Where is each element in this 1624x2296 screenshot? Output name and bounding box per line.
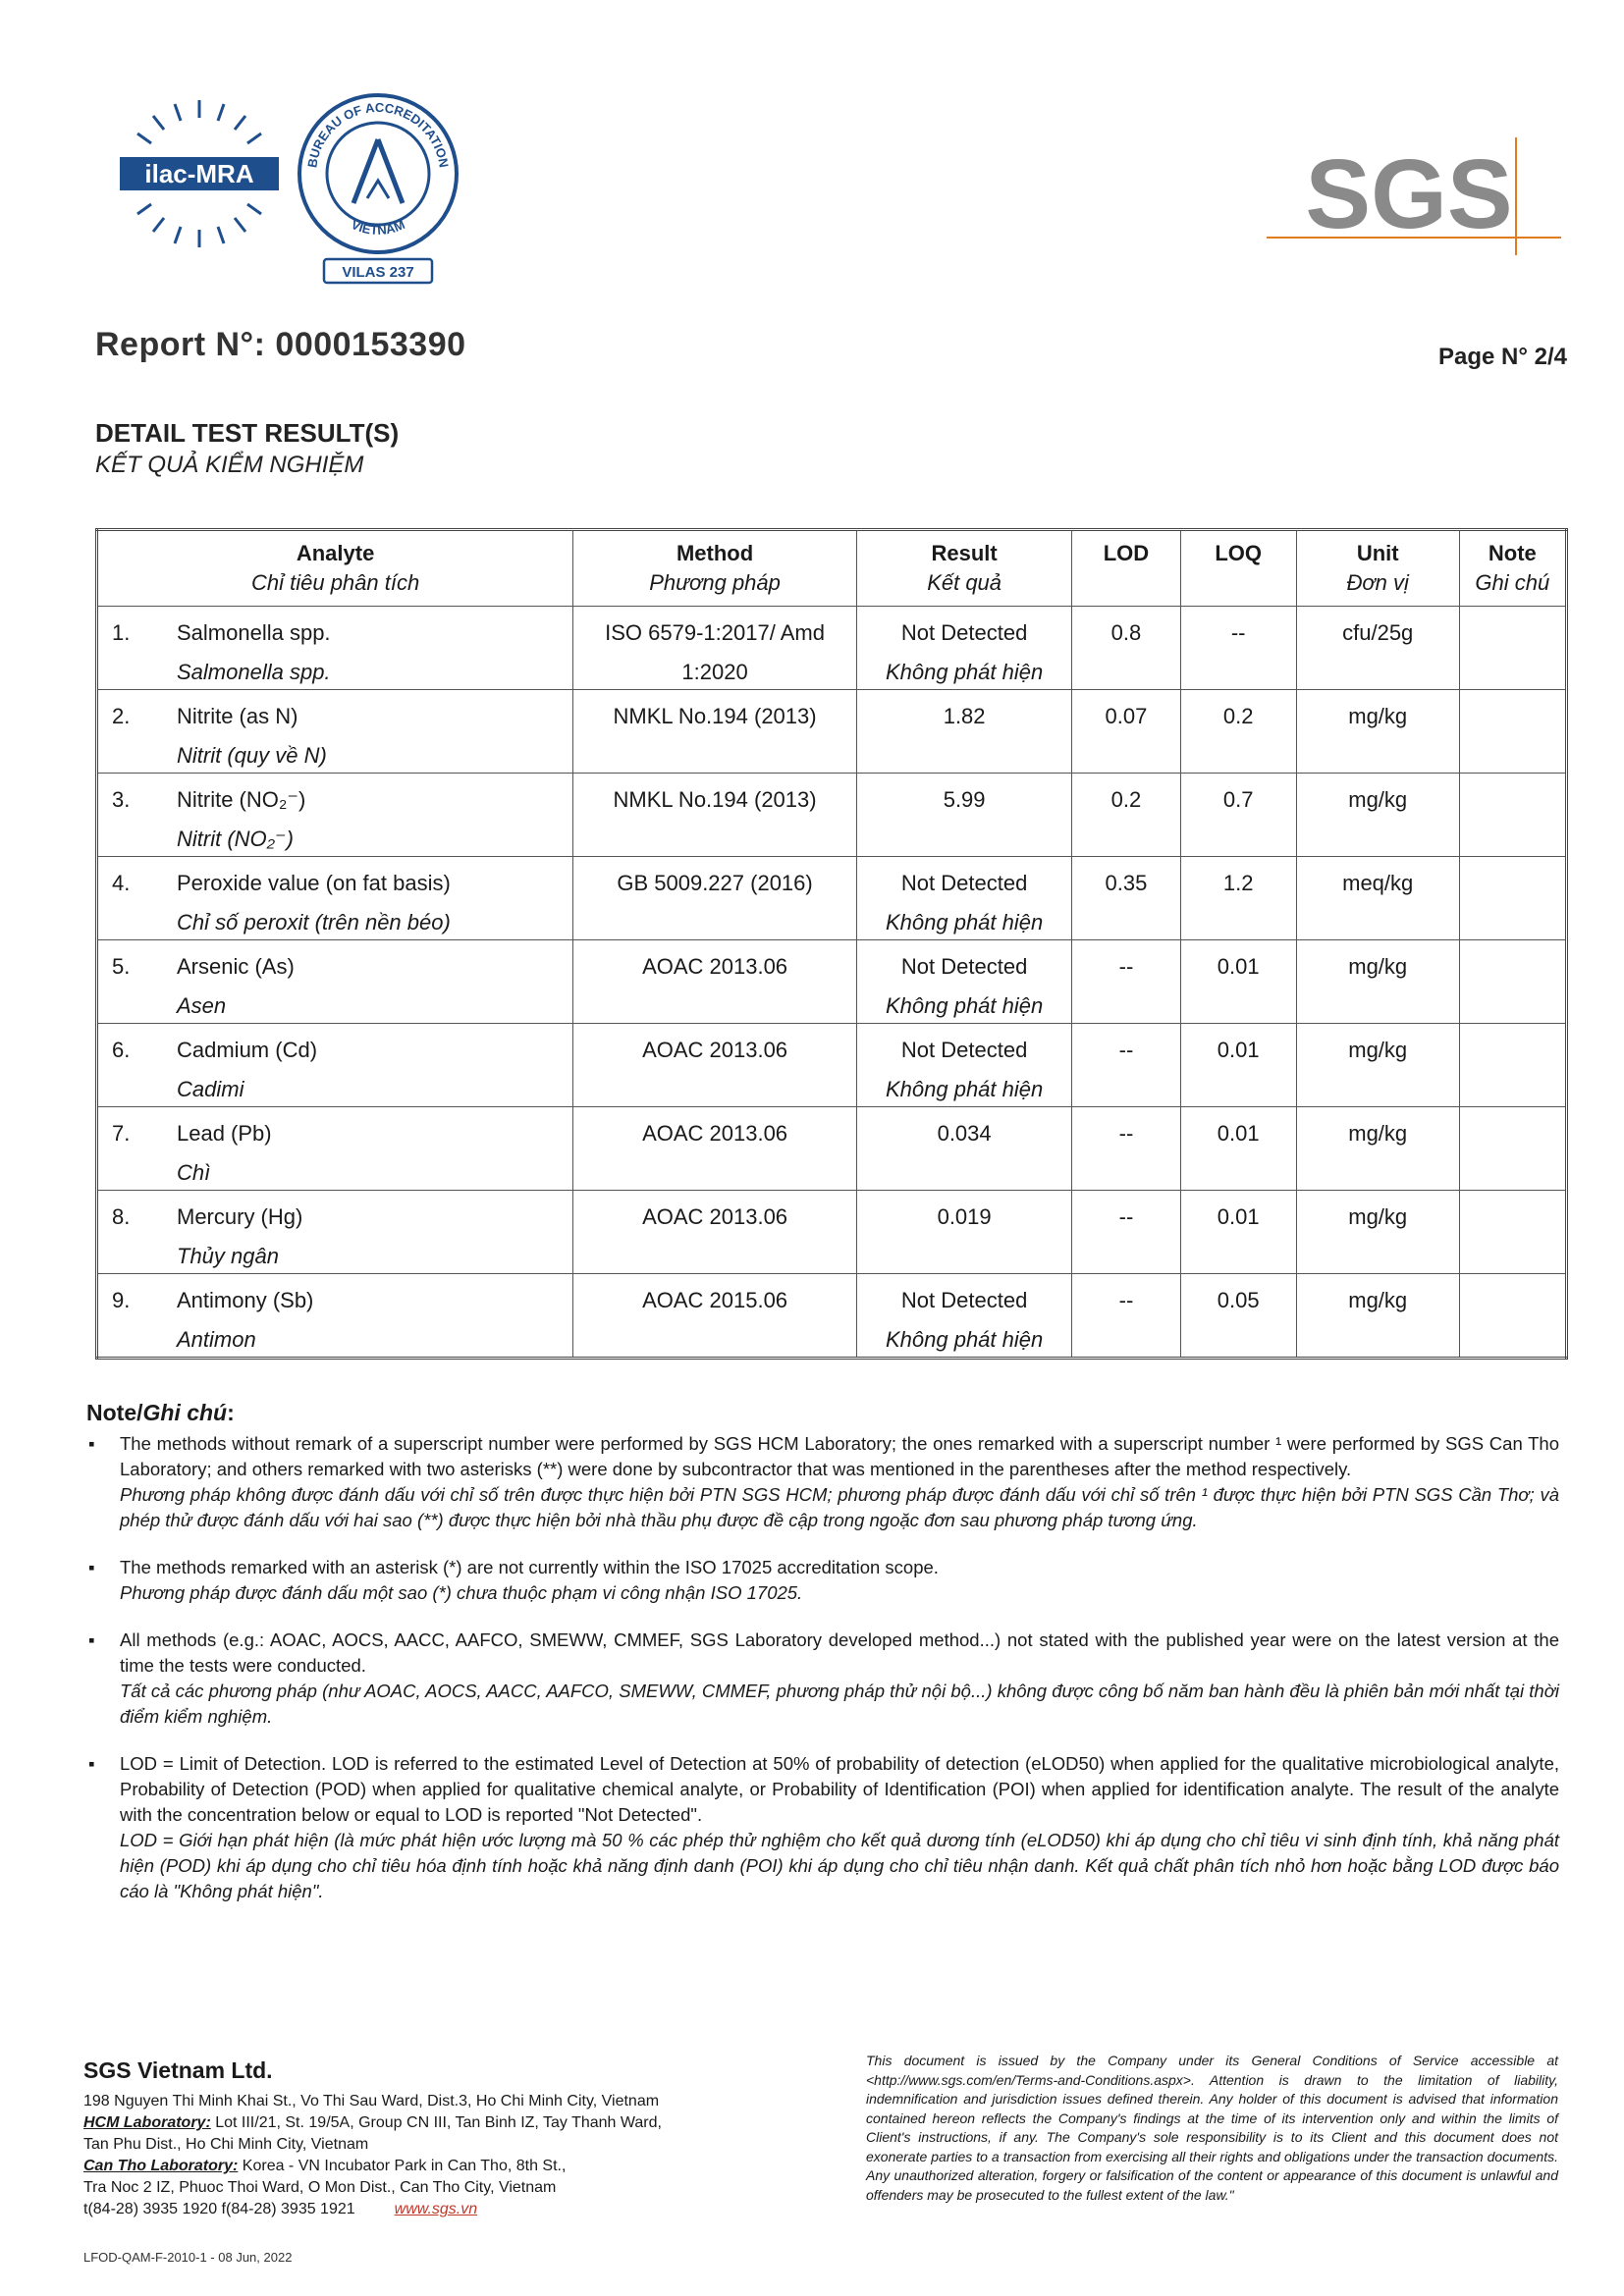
cell-loq: 1.2: [1180, 857, 1296, 940]
table-row: [97, 940, 1567, 1024]
note-text-vn: LOD = Giới hạn phát hiện (là mức phát hiện ước lượng mà 50 % các phép thử nghiệm cho kết quả dương tính (eLOD50) khi áp dụng cho chỉ tiêu vi sinh định tính, khả năng phát hiện (POD) khi áp dụng cho chỉ tiêu hóa định tính hoặc khả năng định danh (POI) khi áp dụng cho chỉ tiêu nhận danh. Kết quả chất phân tích nhỏ hơn hoặc bằng LOD được báo cáo là "Không phát hiện".: [120, 1830, 1559, 1901]
row-number: 6.: [112, 1038, 131, 1062]
page-number: Page N° 2/4: [1438, 344, 1567, 370]
cell-analyte: [97, 1107, 573, 1191]
cell-result: Not Detected Không phát hiện: [856, 607, 1071, 690]
cell-analyte: [97, 857, 573, 940]
cell-method: AOAC 2013.06: [573, 940, 857, 1024]
cell-method: NMKL No.194 (2013): [573, 690, 857, 774]
bullet-icon: ▪: [88, 1629, 95, 1650]
note-text-en: The methods without remark of a superscript number were performed by SGS HCM Laboratory; the ones remarked with a superscript number ¹ were performed by SGS Can Tho Laboratory; and others remarked with two asterisks (**) were done by subcontractor that was mentioned in the parentheses after the method respectively.: [120, 1433, 1559, 1479]
cell-method: ISO 6579-1:2017/ Amd 1:2020: [573, 607, 857, 690]
cell-result: 1.82: [856, 690, 1071, 774]
cell-note: [1459, 774, 1566, 857]
contact-line: [83, 2199, 751, 2220]
section-subtitle: KẾT QUẢ KIỂM NGHIỆM: [95, 452, 364, 478]
cell-method: AOAC 2013.06: [573, 1191, 857, 1274]
cell-method: GB 5009.227 (2016): [573, 857, 857, 940]
analyte-name: Antimony (Sb): [177, 1288, 314, 1312]
row-number: 2.: [112, 704, 131, 728]
cell-lod: 0.07: [1072, 690, 1180, 774]
cell-loq: 0.01: [1180, 1191, 1296, 1274]
cell-method: AOAC 2013.06: [573, 1024, 857, 1107]
note-text-en: LOD = Limit of Detection. LOD is referred to the estimated Level of Detection at 50% of probability of detection (eLOD50) when applied for the qualitative microbiological analyte, Probability of Detection (POD) when applied for qualitative chemical analyte, or Probability of Identification (POI) when applied for identification analyte. The result of the analyte with the concentration below or equal to LOD is reported "Not Detected".: [120, 1753, 1559, 1825]
cell-result: Not Detected Không phát hiện: [856, 857, 1071, 940]
phone-fax: t(84-28) 3935 1920 f(84-28) 3935 1921: [83, 2201, 355, 2217]
cell-method: AOAC 2015.06: [573, 1274, 857, 1359]
section-title: DETAIL TEST RESULT(S): [95, 418, 400, 448]
analyte-name-vn: Cadimi: [177, 1077, 244, 1101]
table-row: [97, 607, 1567, 690]
cell-analyte: [97, 940, 573, 1024]
cell-note: [1459, 857, 1566, 940]
cell-result: Not Detected Không phát hiện: [856, 1274, 1071, 1359]
cell-lod: --: [1072, 1024, 1180, 1107]
boa-ring-top-text: BUREAU OF ACCREDITATION: [304, 99, 452, 169]
website-link[interactable]: www.sgs.vn: [394, 2201, 478, 2217]
cell-analyte: [97, 1274, 573, 1359]
cell-note: [1459, 1024, 1566, 1107]
analyte-name: Salmonella spp.: [177, 620, 331, 645]
bullet-icon: ▪: [88, 1557, 95, 1577]
analyte-name-vn: Antimon: [177, 1327, 256, 1352]
cell-result: Not Detected Không phát hiện: [856, 1024, 1071, 1107]
note-item: [86, 1431, 1559, 1533]
form-code: LFOD-QAM-F-2010-1 - 08 Jun, 2022: [83, 2250, 293, 2265]
cell-analyte: [97, 607, 573, 690]
note-text-en: The methods remarked with an asterisk (*) are not currently within the ISO 17025 accreditation scope.: [120, 1557, 939, 1577]
table-row: [97, 690, 1567, 774]
cell-result: Not Detected Không phát hiện: [856, 940, 1071, 1024]
analyte-name: Cadmium (Cd): [177, 1038, 318, 1062]
company-name: SGS Vietnam Ltd.: [83, 2057, 273, 2083]
sgs-logo: [1267, 137, 1561, 255]
analyte-name-vn: Asen: [177, 993, 227, 1018]
vilas-code: VILAS 237: [342, 264, 414, 281]
cell-unit: mg/kg: [1296, 774, 1459, 857]
cell-loq: 0.7: [1180, 774, 1296, 857]
note-text-vn: Phương pháp không được đánh dấu với chỉ số trên được thực hiện bởi PTN SGS HCM; phương pháp được đánh dấu với chỉ số trên ¹ được thực hiện bởi PTN SGS Cần Thơ; và phép thử được đánh dấu với hai sao (**) được thực hiện bởi nhà thầu phụ được đề cập trong ngoặc đơn sau phương pháp tương ứng.: [120, 1484, 1559, 1530]
cantho-lab-line-2: Tra Noc 2 IZ, Phuoc Thoi Ward, O Mon Dist., Can Tho City, Vietnam: [83, 2179, 557, 2196]
legal-disclaimer: This document is issued by the Company under its General Conditions of Service accessible at <http://www.sgs.com/en/Terms-and-Conditions.aspx>. Attention is drawn to the limitation of liability, indemnification and jurisdiction issues defined therein. Any holder of this document is advised that information contained hereon reflects the Company's findings at the time of its intervention only and within the limits of Client's instructions, if any. The Company's sole responsibility is to its Client and this document does not exonerate parties to a transaction from exercising all their rights and obligations under the transaction documents. Any unauthorized alteration, forgery or falsification of the content or appearance of this document is unlawful and offenders may be prosecuted to the fullest extent of the law.": [866, 2053, 1558, 2203]
cell-analyte: [97, 1191, 573, 1274]
analyte-name: Mercury (Hg): [177, 1204, 303, 1229]
cell-analyte: [97, 690, 573, 774]
col-loq: LOQ: [1180, 530, 1296, 607]
cell-loq: 0.05: [1180, 1274, 1296, 1359]
cell-lod: 0.8: [1072, 607, 1180, 690]
row-number: 5.: [112, 954, 131, 979]
note-item: [86, 1751, 1559, 1904]
cell-note: [1459, 607, 1566, 690]
analyte-name: Nitrite (as N): [177, 704, 298, 728]
cell-unit: mg/kg: [1296, 1191, 1459, 1274]
table-row: [97, 857, 1567, 940]
cell-unit: mg/kg: [1296, 940, 1459, 1024]
hcm-lab-line: HCM Laboratory: Lot III/21, St. 19/5A, Group CN III, Tan Binh IZ, Tay Thanh Ward,: [83, 2114, 662, 2131]
svg-text:VIETNAM: [349, 217, 406, 238]
note-text-en: All methods (e.g.: AOAC, AOCS, AACC, AAFCO, SMEWW, CMMEF, SGS Laboratory developed method...) not stated with the published year were on the latest version at the time the tests were conducted.: [120, 1629, 1559, 1676]
row-number: 9.: [112, 1288, 131, 1312]
col-note: Note Ghi chú: [1459, 530, 1566, 607]
cell-lod: 0.2: [1072, 774, 1180, 857]
ilac-text: ilac-MRA: [144, 159, 254, 188]
cell-result: 0.019: [856, 1191, 1071, 1274]
hcm-lab-line-2: Tan Phu Dist., Ho Chi Minh City, Vietnam: [83, 2136, 369, 2153]
table-row: [97, 774, 1567, 857]
col-result: Result Kết quả: [856, 530, 1071, 607]
boa-accreditation-logo: [295, 90, 461, 287]
cell-loq: 0.01: [1180, 1024, 1296, 1107]
cell-analyte: [97, 1024, 573, 1107]
cell-unit: cfu/25g: [1296, 607, 1459, 690]
cantho-lab-line: Can Tho Laboratory: Korea - VN Incubator Park in Can Tho, 8th St.,: [83, 2158, 567, 2174]
company-address: [83, 2091, 751, 2220]
table-row: [97, 1191, 1567, 1274]
bullet-icon: ▪: [88, 1433, 95, 1454]
col-method: Method Phương pháp: [573, 530, 857, 607]
notes-list: [86, 1431, 1559, 1926]
ilac-mra-logo: [116, 90, 283, 257]
analyte-name: Peroxide value (on fat basis): [177, 871, 451, 895]
row-number: 8.: [112, 1204, 131, 1229]
cell-lod: --: [1072, 1274, 1180, 1359]
analyte-name: Nitrite (NO₂⁻): [177, 787, 306, 812]
cell-method: AOAC 2013.06: [573, 1107, 857, 1191]
analyte-name-vn: Thủy ngân: [177, 1244, 279, 1268]
cell-note: [1459, 940, 1566, 1024]
cell-note: [1459, 1274, 1566, 1359]
sgs-logo-text: SGS: [1305, 139, 1513, 249]
bullet-icon: ▪: [88, 1753, 95, 1774]
report-number: Report N°: 0000153390: [95, 326, 466, 363]
col-lod: LOD: [1072, 530, 1180, 607]
row-number: 4.: [112, 871, 131, 895]
analyte-name-vn: Chỉ số peroxit (trên nền béo): [177, 910, 451, 934]
cell-unit: meq/kg: [1296, 857, 1459, 940]
cell-loq: 0.01: [1180, 940, 1296, 1024]
cell-unit: mg/kg: [1296, 1107, 1459, 1191]
cell-result: 5.99: [856, 774, 1071, 857]
analyte-name: Lead (Pb): [177, 1121, 272, 1146]
col-analyte: Analyte Chỉ tiêu phân tích: [97, 530, 573, 607]
cell-lod: --: [1072, 1191, 1180, 1274]
cell-lod: --: [1072, 940, 1180, 1024]
analyte-name-vn: Salmonella spp.: [177, 660, 331, 684]
analyte-name-vn: Nitrit (NO₂⁻): [177, 827, 294, 851]
note-text-vn: Phương pháp được đánh dấu một sao (*) chưa thuộc phạm vi công nhận ISO 17025.: [120, 1582, 803, 1603]
cell-unit: mg/kg: [1296, 1274, 1459, 1359]
row-number: 7.: [112, 1121, 131, 1146]
row-number: 1.: [112, 620, 131, 645]
cell-unit: mg/kg: [1296, 690, 1459, 774]
notes-title: Note/Ghi chú:: [86, 1400, 235, 1425]
cell-unit: mg/kg: [1296, 1024, 1459, 1107]
cell-result: 0.034: [856, 1107, 1071, 1191]
note-item: [86, 1628, 1559, 1730]
cell-lod: --: [1072, 1107, 1180, 1191]
cell-analyte: [97, 774, 573, 857]
cell-lod: 0.35: [1072, 857, 1180, 940]
table-row: [97, 1024, 1567, 1107]
cell-loq: 0.01: [1180, 1107, 1296, 1191]
note-text-vn: Tất cả các phương pháp (như AOAC, AOCS, AACC, AAFCO, SMEWW, CMMEF, phương pháp thử nội bộ...) không được công bố năm ban hành đều là phiên bản mới nhất tại thời điểm kiểm nghiệm.: [120, 1681, 1559, 1727]
table-header-row: [97, 530, 1567, 607]
svg-text:BUREAU OF ACCREDITATION: [304, 100, 452, 169]
analyte-name-vn: Nitrit (quy về N): [177, 743, 327, 768]
cell-loq: --: [1180, 607, 1296, 690]
note-item: [86, 1555, 1559, 1606]
col-unit: Unit Đơn vị: [1296, 530, 1459, 607]
table-row: [97, 1274, 1567, 1359]
analyte-name: Arsenic (As): [177, 954, 295, 979]
cell-loq: 0.2: [1180, 690, 1296, 774]
results-table: [95, 528, 1568, 1360]
address-line: 198 Nguyen Thi Minh Khai St., Vo Thi Sau Ward, Dist.3, Ho Chi Minh City, Vietnam: [83, 2093, 660, 2109]
analyte-name-vn: Chì: [177, 1160, 211, 1185]
cell-note: [1459, 1191, 1566, 1274]
boa-ring-bottom-text: VIETNAM: [349, 216, 407, 239]
table-row: [97, 1107, 1567, 1191]
row-number: 3.: [112, 787, 131, 812]
cell-note: [1459, 690, 1566, 774]
cell-note: [1459, 1107, 1566, 1191]
cell-method: NMKL No.194 (2013): [573, 774, 857, 857]
